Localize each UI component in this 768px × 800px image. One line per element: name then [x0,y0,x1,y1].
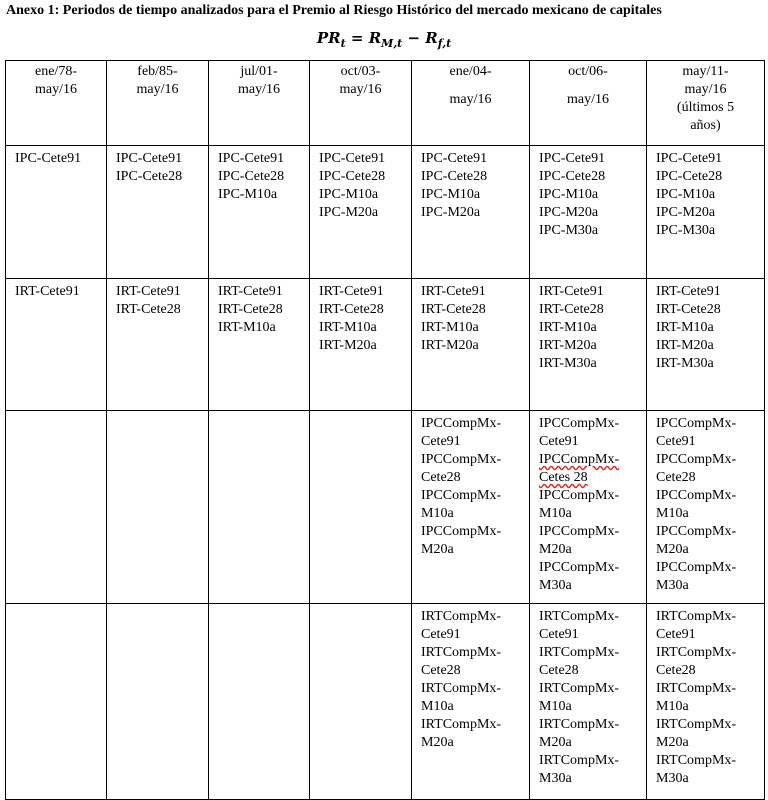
header-period-6 [530,61,647,146]
document-title: Anexo 1: Periodos de tiempo analizados para el Premio al Riesgo Histórico del mercado mexicano de capitales [6,3,662,18]
header-line: años) [690,118,721,133]
cell-line: IPCCompMx- [539,488,620,503]
cell-line: Cete91 [421,627,461,642]
cell-line: IRTCompMx- [421,681,502,696]
cell-line: M10a [539,506,572,521]
header-line: may/16 [339,82,382,97]
formula-market-return: R [368,29,382,47]
cell-line: IPC-M20a [319,205,379,220]
header-line: may/16 [684,82,727,97]
cell-line: IRT-M30a [656,356,714,371]
table-cell [310,411,412,604]
table-cell [530,604,647,800]
table-cell [107,146,209,279]
cell-line: M20a [539,735,572,750]
cell-line: IRT-Cete91 [421,284,486,299]
cell-line: IPCCompMx- [421,524,502,539]
cell-line: IPC-M30a [539,223,599,238]
header-period-7 [647,61,765,146]
cell-line: IPC-M30a [656,223,716,238]
cell-line: M30a [539,771,572,786]
cell-line: IRTCompMx- [539,681,620,696]
header-line: ene/78- [35,64,77,79]
header-row [6,61,765,146]
cell-line: IPC-Cete28 [539,169,606,184]
table-row [6,146,765,279]
table-cell [209,411,310,604]
table-row [6,411,765,604]
cell-line: IRT-Cete91 [319,284,384,299]
table-cell [107,604,209,800]
cell-line: Cete28 [656,663,696,678]
header-period-4 [310,61,412,146]
cell-line: IRTCompMx- [421,609,502,624]
cell-line: IPC-M20a [656,205,716,220]
cell-line: IRT-M10a [421,320,479,335]
cell-line: IPC-Cete28 [421,169,488,184]
header-period-1 [6,61,107,146]
cell-line: IRT-Cete28 [539,302,604,317]
cell-line: IPCCompMx- [656,560,737,575]
table-cell [6,279,107,411]
table-cell [310,604,412,800]
cell-line: IRTCompMx- [539,717,620,732]
formula-pr: PR [316,29,341,47]
cell-line: IRTCompMx- [656,717,737,732]
cell-line: IPC-M10a [539,187,599,202]
header-period-2 [107,61,209,146]
header-line: may/16 [136,82,179,97]
cell-line: IRTCompMx- [656,645,737,660]
risk-premium-formula [0,28,768,48]
table-cell [530,279,647,411]
cell-line: IPCCompMx- [656,416,737,431]
cell-line: IPCCompMx- [539,524,620,539]
cell-line: IPC-M20a [539,205,599,220]
table-cell [107,279,209,411]
table-cell [412,604,530,800]
table-cell [647,411,765,604]
cell-line: IPCCompMx- [421,416,502,431]
cell-line: IRT-M20a [319,338,377,353]
cell-line: M20a [656,735,689,750]
cell-line: IRT-M10a [218,320,276,335]
table-cell [412,279,530,411]
cell-line: M10a [656,699,689,714]
cell-line: IRT-Cete28 [421,302,486,317]
cell-line: Cete91 [539,434,579,449]
cell-line: IRT-Cete28 [116,302,181,317]
header-line: feb/85- [137,64,178,79]
cell-line: M10a [421,506,454,521]
header-line: (últimos 5 [676,100,735,115]
cell-line: Cete28 [539,663,579,678]
table-cell [530,146,647,279]
cell-line: IPC-M20a [421,205,481,220]
header-period-3 [209,61,310,146]
cell-line: M10a [539,699,572,714]
cell-line: IPCCompMx- [656,524,737,539]
table-cell [647,146,765,279]
cell-line: Cete91 [656,627,696,642]
cell-line: Cete28 [656,470,696,485]
cell-line: IPC-Cete91 [116,151,183,166]
header-line: may/16 [238,82,280,97]
header-line: oct/03- [340,64,381,79]
cell-line: IRT-M20a [421,338,479,353]
cell-line: IPC-Cete91 [15,151,82,166]
periods-table [5,60,765,800]
cell-line: IPC-Cete91 [656,151,723,166]
cell-line: IPC-M10a [421,187,481,202]
cell-line: IPC-Cete91 [218,151,285,166]
formula-market-subscript: M,t [381,37,403,50]
table-row [6,604,765,800]
formula-riskfree-return: R [425,29,438,47]
cell-line: IPCCompMx- [421,488,502,503]
table-cell [209,279,310,411]
table-cell [647,604,765,800]
cell-line: IRTCompMx- [539,753,620,768]
header-line: may/11- [682,64,729,79]
table-row [6,279,765,411]
cell-line: M10a [656,506,689,521]
cell-line: IPC-Cete91 [421,151,488,166]
cell-line: M20a [421,542,454,557]
table-cell [530,411,647,604]
cell-line: Cete91 [421,434,461,449]
cell-line: M20a [539,542,572,557]
cell-line: IRT-Cete91 [15,284,80,299]
cell-line: M10a [421,699,454,714]
formula-pr-subscript: t [340,37,346,50]
cell-line: IPCCompMx- [656,452,737,467]
table-cell [647,279,765,411]
cell-line: IRT-Cete91 [539,284,604,299]
cell-line: IPC-M10a [656,187,716,202]
cell-line: IRT-M20a [539,338,597,353]
table-cell [6,411,107,604]
cell-line: IPC-Cete91 [539,151,606,166]
cell-line: IRT-M30a [539,356,597,371]
cell-line: IPC-Cete28 [218,169,285,184]
cell-line: IRT-Cete28 [656,302,721,317]
cell-line: IRT-M10a [656,320,714,335]
table-cell [412,146,530,279]
cell-line: IRTCompMx- [421,645,502,660]
cell-line: IRT-M10a [539,320,597,335]
cell-line: IRT-M20a [656,338,714,353]
table-cell [209,146,310,279]
cell-line: IPC-Cete28 [319,169,386,184]
cell-line: IPC-Cete91 [319,151,386,166]
cell-line: IPCCompMx- [656,488,737,503]
cell-line: M20a [421,735,454,750]
table-cell [107,411,209,604]
cell-line: IRTCompMx- [656,681,737,696]
cell-line: Cete28 [421,663,461,678]
cell-line: IPCCompMx- [421,452,502,467]
cell-line: IRT-Cete28 [319,302,384,317]
cell-line: M20a [656,542,689,557]
cell-line: IRTCompMx- [656,609,737,624]
cell-line: IPC-M10a [218,187,278,202]
header-line: may/16 [567,92,609,107]
cell-line: M30a [656,771,689,786]
table-cell [412,411,530,604]
header-line: may/16 [35,82,77,97]
table-cell [310,146,412,279]
cell-line: M30a [539,578,572,593]
cell-line: IRTCompMx- [539,645,620,660]
cell-line: IRT-Cete91 [116,284,181,299]
cell-line: IPCCompMx- [539,416,620,431]
cell-line: IRT-Cete91 [218,284,283,299]
cell-line: Cete91 [539,627,579,642]
header-line: ene/04- [449,64,492,79]
cell-line: IRT-M10a [319,320,377,335]
cell-line: IRTCompMx- [539,609,620,624]
formula-equals: = [345,29,369,47]
cell-line: IRTCompMx- [421,717,502,732]
cell-line: IPC-Cete28 [116,169,183,184]
cell-line: IPCCompMx- [539,560,620,575]
cell-line: M30a [656,578,689,593]
table-cell [6,604,107,800]
header-line: may/16 [449,92,492,107]
cell-line: IRT-Cete28 [218,302,283,317]
table-cell [209,604,310,800]
formula-riskfree-subscript: f,t [437,37,452,50]
cell-line: IPCCompMx- [539,452,620,467]
header-line: oct/06- [568,64,608,79]
cell-line: Cetes 28 [539,470,588,485]
table-cell [310,279,412,411]
cell-line: IRT-Cete91 [656,284,721,299]
cell-line: Cete91 [656,434,696,449]
formula-minus: − [402,29,426,47]
table-cell [6,146,107,279]
cell-line: IPC-Cete28 [656,169,723,184]
header-period-5 [412,61,530,146]
header-line: jul/01- [240,64,278,79]
cell-line: Cete28 [421,470,461,485]
cell-line: IPC-M10a [319,187,379,202]
cell-line: IRTCompMx- [656,753,737,768]
